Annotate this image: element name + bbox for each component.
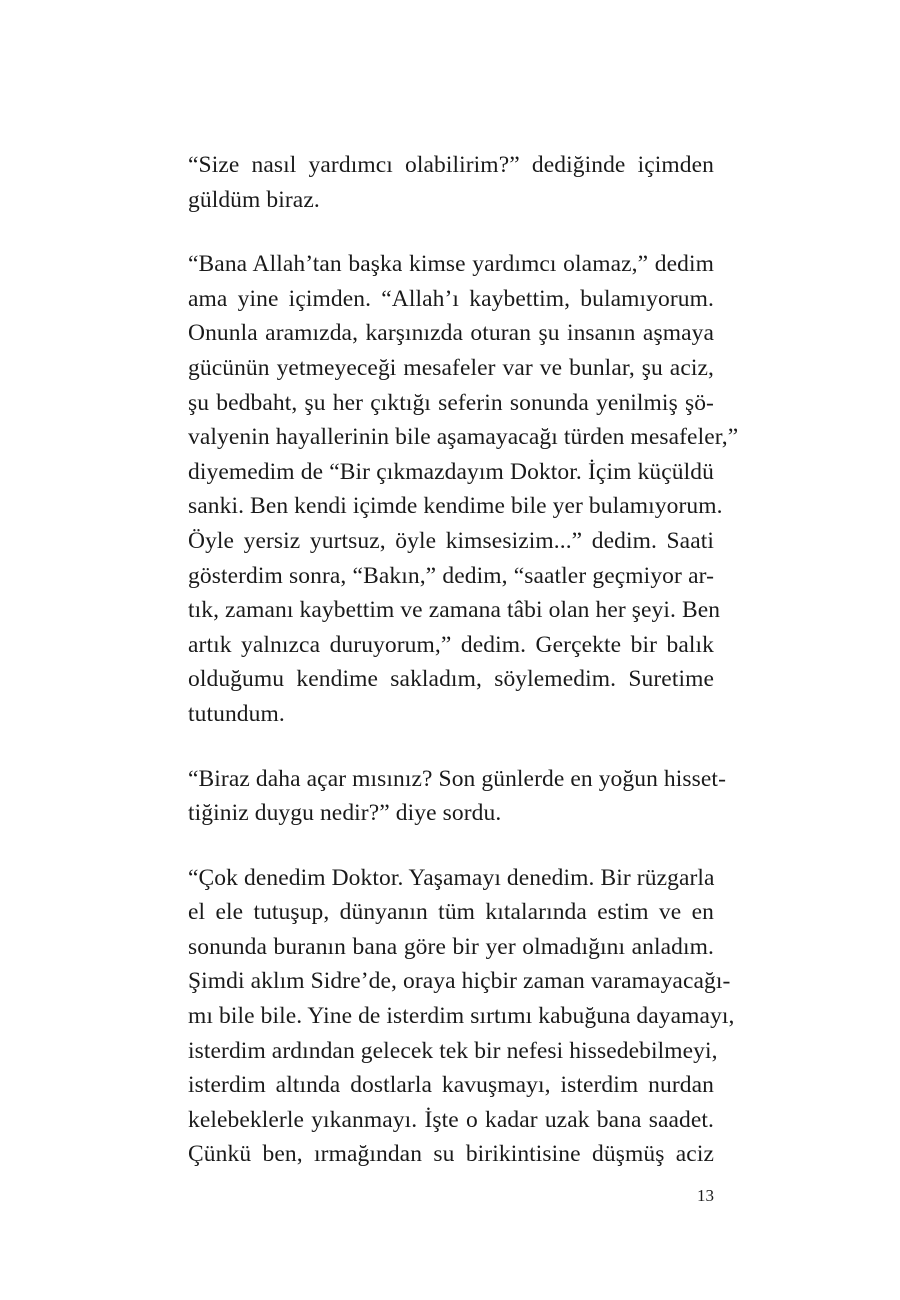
text-line: şu bedbaht, şu her çıktığı seferin sonunda yenilmiş şö- — [188, 389, 714, 416]
body-text — [188, 148, 739, 1202]
text-line: sonunda buranın bana göre bir yer olmadığını anladım. — [188, 933, 714, 960]
text-line: ama yine içimden. “Allah’ı kaybettim, bulamıyorum. — [188, 285, 714, 312]
text-line: tutundum. — [188, 700, 285, 727]
text-line: “Bana Allah’tan başka kimse yardımcı olamaz,” dedim — [188, 251, 714, 278]
text-line: gücünün yetmeyeceği mesafeler var ve bunlar, şu aciz, — [188, 354, 714, 381]
text-line: “Çok denedim Doktor. Yaşamayı denedim. Bir rüzgarla — [188, 864, 715, 891]
text-line: Şimdi aklım Sidre’de, oraya hiçbir zaman varamayacağı- — [188, 968, 731, 995]
paragraph — [188, 861, 735, 1172]
text-line: tık, zamanı kaybettim ve zamana tâbi olan her şeyi. Ben — [188, 597, 721, 624]
paragraph — [188, 148, 714, 217]
text-line: “Biraz daha açar mısınız? Son günlerde en yoğun hisset- — [188, 765, 726, 792]
text-line: kelebeklerle yıkanmayı. İşte o kadar uzak bana saadet. — [188, 1106, 714, 1133]
text-line: Çünkü ben, ırmağından su birikintisine düşmüş aciz — [188, 1141, 714, 1168]
text-line: mı bile bile. Yine de isterdim sırtımı kabuğuna dayamayı, — [188, 1003, 735, 1030]
paragraph — [188, 247, 739, 731]
text-line: valyenin hayallerinin bile aşamayacağı türden mesafeler,” — [188, 424, 739, 451]
text-line: isterdim ardından gelecek tek bir nefesi hissedebilmeyi, — [188, 1037, 718, 1064]
page-number: 13 — [697, 1186, 714, 1205]
text-line: el ele tutuşup, dünyanın tüm kıtalarında estim ve en — [188, 899, 714, 926]
text-line: Onunla aramızda, karşınızda oturan şu insanın aşmaya — [188, 320, 714, 347]
text-line: güldüm biraz. — [188, 186, 320, 213]
text-line: artık yalnızca duruyorum,” dedim. Gerçekte bir balık — [188, 631, 714, 658]
text-line: isterdim altında dostlarla kavuşmayı, isterdim nurdan — [188, 1072, 714, 1099]
text-line: sanki. Ben kendi içimde kendime bile yer bulamıyorum. — [188, 493, 723, 520]
text-line: Öyle yersiz yurtsuz, öyle kimsesizim...” dedim. Saati — [188, 527, 714, 554]
text-line: gösterdim sonra, “Bakın,” dedim, “saatler geçmiyor ar- — [188, 562, 714, 589]
text-line: diyemedim de “Bir çıkmazdayım Doktor. İçim küçüldü — [188, 458, 714, 485]
text-line: tiğiniz duygu nedir?” diye sordu. — [188, 800, 502, 827]
text-line: “Size nasıl yardımcı olabilirim?” dediğinde içimden — [188, 152, 714, 178]
paragraph — [188, 762, 726, 831]
text-line: olduğumu kendime sakladım, söylemedim. Suretime — [188, 666, 714, 693]
